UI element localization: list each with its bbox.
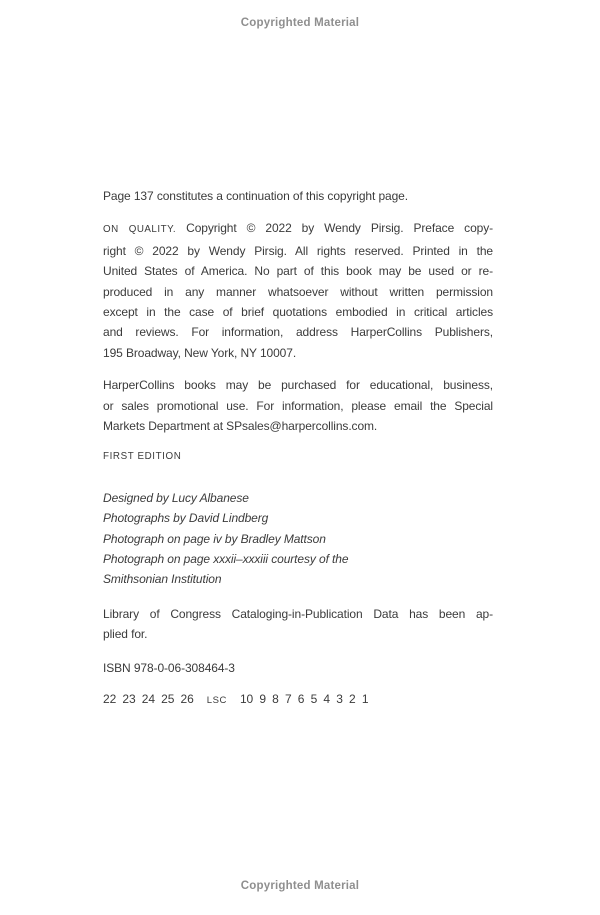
copyright-line-rest: Copyright © 2022 by Wendy Pirsig. Preface copy- bbox=[186, 221, 494, 236]
text-line: and reviews. For information, address HarperCollins Publishers, bbox=[103, 325, 493, 340]
copyrighted-material-watermark-bottom: Copyrighted Material bbox=[240, 880, 360, 892]
text-line: plied for. bbox=[103, 627, 148, 642]
edition-statement bbox=[103, 450, 493, 470]
purchase-info-paragraph bbox=[103, 375, 493, 436]
credits-block bbox=[103, 488, 493, 590]
continuation-note bbox=[103, 186, 493, 206]
text-line: Photograph on page xxxii–xxxiii courtesy of the bbox=[103, 552, 349, 567]
text-line: right © 2022 by Wendy Pirsig. All rights reserved. Printed in the bbox=[103, 243, 493, 258]
loc-data-paragraph bbox=[103, 604, 493, 645]
book-title-smallcaps: ON QUALITY. bbox=[103, 224, 177, 236]
copyright-text-block bbox=[103, 186, 493, 712]
text-line: produced in any manner whatsoever without written permission bbox=[103, 284, 493, 299]
print-run-numbers: 10 9 8 7 6 5 4 3 2 1 bbox=[239, 692, 369, 707]
text-line: HarperCollins books may be purchased for educational, business, bbox=[103, 378, 493, 393]
text-line: Photograph on page iv by Bradley Mattson bbox=[103, 531, 326, 546]
text-line: ISBN 978-0-06-308464-3 bbox=[103, 660, 235, 675]
print-years: 22 23 24 25 26 bbox=[103, 692, 194, 707]
text-line: or sales promotional use. For information, please email the Special bbox=[103, 398, 493, 413]
text-line: United States of America. No part of this book may be used or re- bbox=[103, 264, 493, 279]
isbn-line bbox=[103, 658, 493, 678]
text-line: except in the case of brief quotations embodied in critical articles bbox=[103, 305, 493, 320]
text-line: 195 Broadway, New York, NY 10007. bbox=[103, 345, 297, 360]
text-line: FIRST EDITION bbox=[103, 451, 182, 463]
text-line: Library of Congress Cataloging-in-Publication Data has been ap- bbox=[103, 606, 493, 621]
copyrighted-material-watermark-top: Copyrighted Material bbox=[240, 17, 360, 29]
text-line: Photographs by David Lindberg bbox=[103, 511, 269, 526]
text-line: Designed by Lucy Albanese bbox=[103, 490, 249, 505]
text-line: Smithsonian Institution bbox=[103, 572, 222, 587]
text-line: Page 137 constitutes a continuation of this copyright page. bbox=[103, 189, 408, 203]
text-line: Markets Department at SPsales@harpercollins.com. bbox=[103, 419, 378, 434]
printers-key-line bbox=[103, 689, 493, 711]
printer-code: LSC bbox=[206, 695, 227, 707]
copyright-notice-paragraph bbox=[103, 218, 493, 363]
text-line bbox=[103, 218, 493, 240]
text-line bbox=[103, 689, 493, 711]
